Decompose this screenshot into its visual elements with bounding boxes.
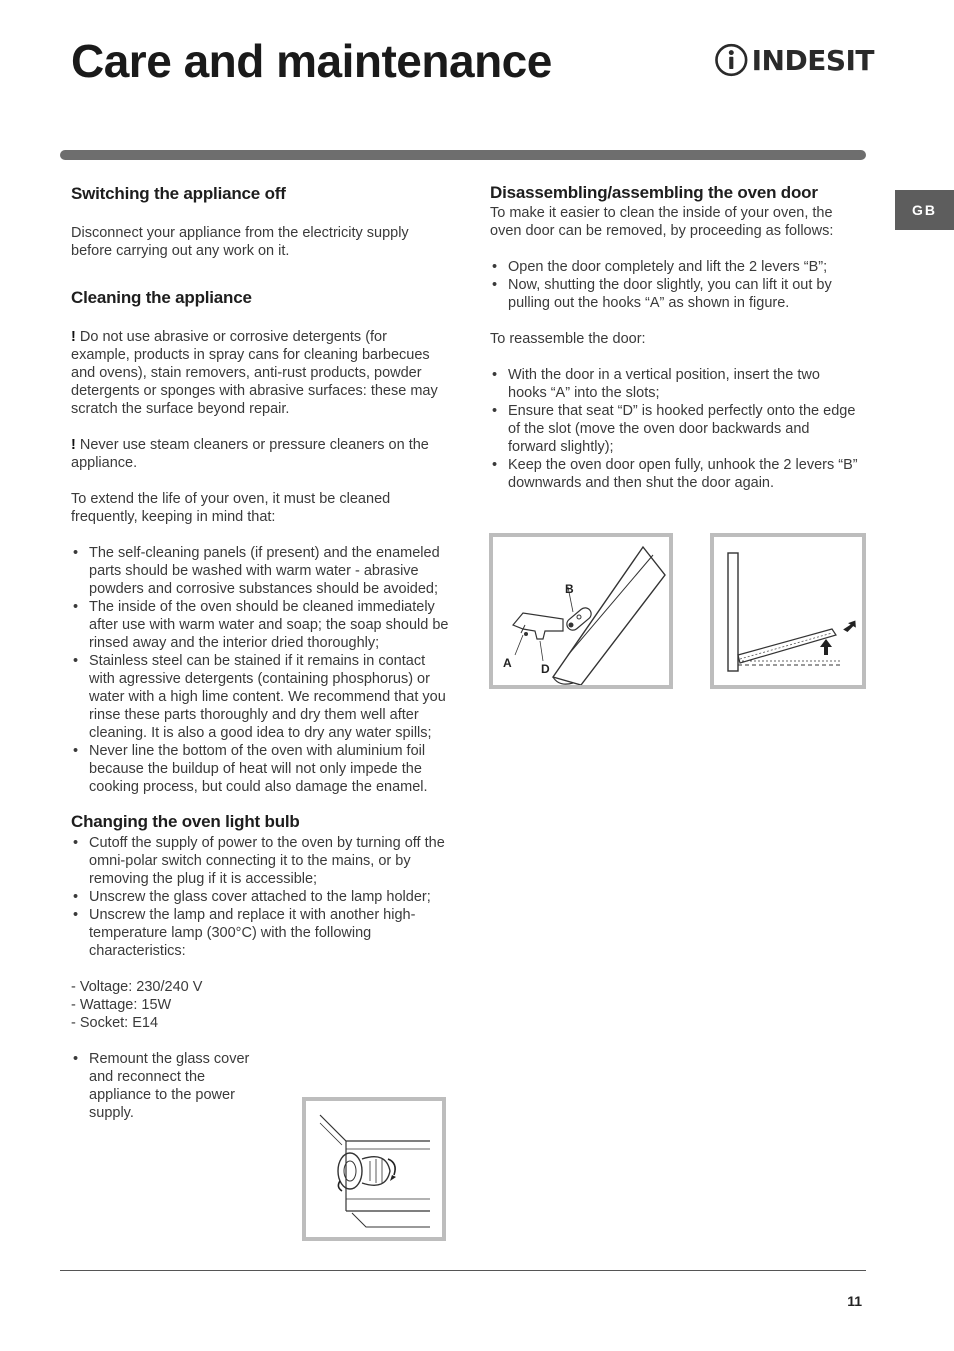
light-bulb-heading: Changing the oven light bulb [71,812,300,831]
spec-wattage: - Wattage: 15W [71,997,172,1013]
spacer [71,260,449,278]
reassemble-intro: To reassemble the door: [490,331,646,347]
light-bulb-final-list [71,1050,271,1122]
label-a: A [503,656,512,670]
header-rule [60,150,866,160]
spacer [490,348,860,366]
spec-voltage: - Voltage: 230/240 V [71,979,203,995]
door-removal-illustration [714,537,862,685]
list-item: • Ensure that seat “D” is hooked perfectly onto the edge of the slot (move the oven door backwards and forward slightly); [490,402,860,456]
list-item: • Never line the bottom of the oven with aluminium foil because the buildup of heat will not only impede the cooking process, but could also damage the enamel. [71,742,449,796]
list-item: • Now, shutting the door slightly, you can lift it out by pulling out the hooks “A” as shown in figure. [490,276,860,312]
cleaning-list [71,544,449,796]
light-bulb-list [71,834,449,960]
page-number: 11 [847,1293,862,1309]
spacer [71,206,449,224]
list-item: • Stainless steel can be stained if it remains in contact with agressive detergents (containing phosphorus) or water with a high lime content. We recommend that you rinse these parts thoroughly and dry them well after cleaning. It is also a good idea to dry any water spills; [71,652,449,742]
lamp-figure [302,1097,446,1241]
oven-door-remove-list [490,258,860,312]
list-item: • The inside of the oven should be cleaned immediately after use with warm water and soap; the soap should be rinsed away and the interior dried thoroughly; [71,598,449,652]
spacer [71,960,449,978]
spacer [71,526,449,544]
list-item: • Remount the glass cover and reconnect the appliance to the power supply. [71,1050,271,1122]
left-column [71,182,449,1122]
indesit-logo-icon [714,39,749,81]
label-d: D [541,662,550,676]
spacer [490,240,860,258]
spacer [490,312,860,330]
warning-icon: ! [71,329,76,345]
lamp-illustration [306,1101,442,1237]
hinge-figure [489,533,673,689]
list-item: • Cutoff the supply of power to the oven by turning off the omni-polar switch connecting it to the mains, or by removing the plug if it is accessible; [71,834,449,888]
cleaning-heading: Cleaning the appliance [71,288,252,307]
oven-door-intro: To make it easier to clean the inside of your oven, the oven door can be removed, by proceeding as follows: [490,205,834,239]
oven-door-heading: Disassembling/assembling the oven door [490,183,818,202]
page-title: Care and maintenance [71,35,552,87]
label-b: B [565,582,574,596]
footer-rule [60,1270,866,1271]
cleaning-intro: To extend the life of your oven, it must be cleaned frequently, keeping in mind that: [71,491,391,525]
spec-socket: - Socket: E14 [71,1015,159,1031]
list-item: • Open the door completely and lift the 2 levers “B”; [490,258,860,276]
warning-icon: ! [71,437,76,453]
spacer [71,472,449,490]
brand-logo [714,38,874,82]
list-item: • Unscrew the glass cover attached to the lamp holder; [71,888,449,906]
switching-off-heading: Switching the appliance off [71,184,286,203]
language-tab: GB [895,190,954,230]
list-item: • Keep the oven door open fully, unhook the 2 levers “B” downwards and then shut the door again. [490,456,860,492]
spacer [71,310,449,328]
spacer [71,418,449,436]
hinge-illustration [493,537,669,685]
list-item: • The self-cleaning panels (if present) and the enameled parts should be washed with warm water - abrasive powders and corrosive substances should be avoided; [71,544,449,598]
list-item: • With the door in a vertical position, insert the two hooks “A” into the slots; [490,366,860,402]
oven-door-reassemble-list [490,366,860,492]
right-column [490,182,860,492]
brand-name: INDESIT [751,43,874,77]
list-item: • Unscrew the lamp and replace it with another high-temperature lamp (300°C) with the following characteristics: [71,906,449,960]
door-removal-figure [710,533,866,689]
switching-off-text: Disconnect your appliance from the electricity supply before carrying out any work on it. [71,225,409,259]
cleaning-warning-1-text: Do not use abrasive or corrosive detergents (for example, products in spray cans for cleaning barbecues and ovens), stain removers, anti-rust products, powder detergents or sponges with abrasive surfaces: these may scratch the surface beyond repair. [71,329,438,417]
cleaning-warning-1 [71,328,449,418]
cleaning-warning-2 [71,436,449,472]
cleaning-warning-2-text: Never use steam cleaners or pressure cleaners on the appliance. [71,437,429,471]
spacer [71,1032,449,1050]
